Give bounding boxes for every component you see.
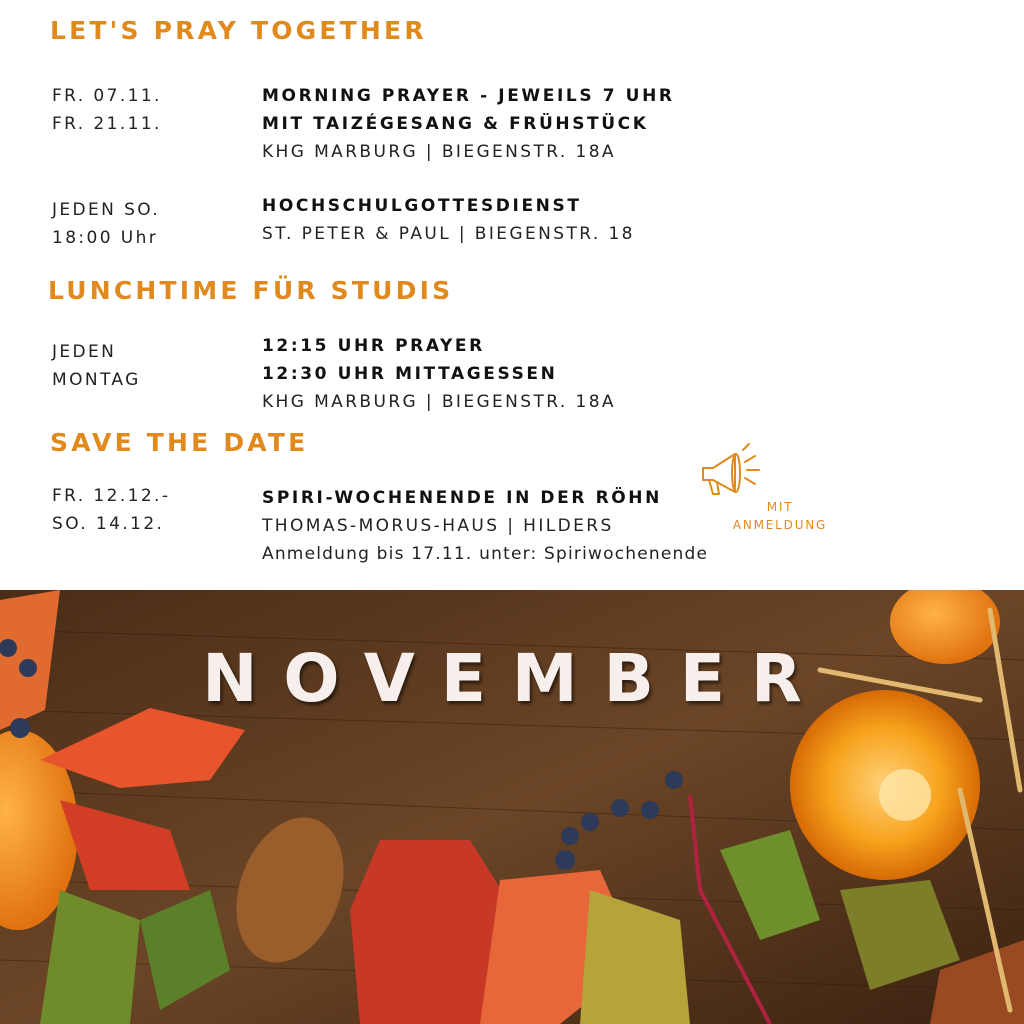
- event-location: KHG MARBURG | BIEGENSTR. 18A: [262, 142, 616, 162]
- event-dates-service: [52, 196, 160, 252]
- event-title: MORNING PRAYER - JEWEILS 7 UHR: [262, 86, 675, 106]
- event-subtitle: MIT TAIZÉGESANG & FRÜHSTÜCK: [262, 114, 649, 134]
- event-date: JEDEN: [52, 342, 117, 362]
- event-dates-weekend: [52, 482, 170, 538]
- event-date: FR. 12.12.-: [52, 486, 171, 506]
- event-details-lunch: [262, 332, 616, 416]
- event-registration-note: Anmeldung bis 17.11. unter: Spiriwochenende: [262, 544, 709, 564]
- event-dates-morning-prayer: [52, 82, 162, 138]
- month-title: NOVEMBER: [202, 640, 828, 717]
- event-location: ST. PETER & PAUL | BIEGENSTR. 18: [262, 224, 635, 244]
- event-details-weekend: [262, 484, 708, 568]
- event-details-service: [262, 192, 635, 248]
- section-title-save: SAVE THE DATE: [50, 428, 309, 457]
- event-date: JEDEN SO.: [52, 200, 161, 220]
- event-date: FR. 21.11.: [52, 114, 162, 134]
- event-date: FR. 07.11.: [52, 86, 162, 106]
- section-title-pray: LET'S PRAY TOGETHER: [50, 16, 427, 45]
- event-details-morning-prayer: [262, 82, 675, 166]
- event-title: 12:15 UHR PRAYER: [262, 336, 485, 356]
- event-dates-lunch: [52, 338, 141, 394]
- event-subtitle: 12:30 UHR MITTAGESSEN: [262, 364, 558, 384]
- registration-label: [720, 498, 840, 534]
- section-title-lunch: LUNCHTIME FÜR STUDIS: [48, 276, 454, 305]
- event-time: 18:00 Uhr: [52, 228, 159, 248]
- event-date: MONTAG: [52, 370, 141, 390]
- event-location: THOMAS-MORUS-HAUS | HILDERS: [262, 516, 614, 536]
- event-title: HOCHSCHULGOTTESDIENST: [262, 196, 582, 216]
- event-date: SO. 14.12.: [52, 514, 165, 534]
- megaphone-icon: [695, 440, 775, 500]
- event-title: SPIRI-WOCHENENDE IN DER RÖHN: [262, 488, 662, 508]
- registration-label-line2: ANMELDUNG: [732, 518, 828, 532]
- registration-label-line1: MIT: [766, 500, 794, 514]
- event-location: KHG MARBURG | BIEGENSTR. 18A: [262, 392, 616, 412]
